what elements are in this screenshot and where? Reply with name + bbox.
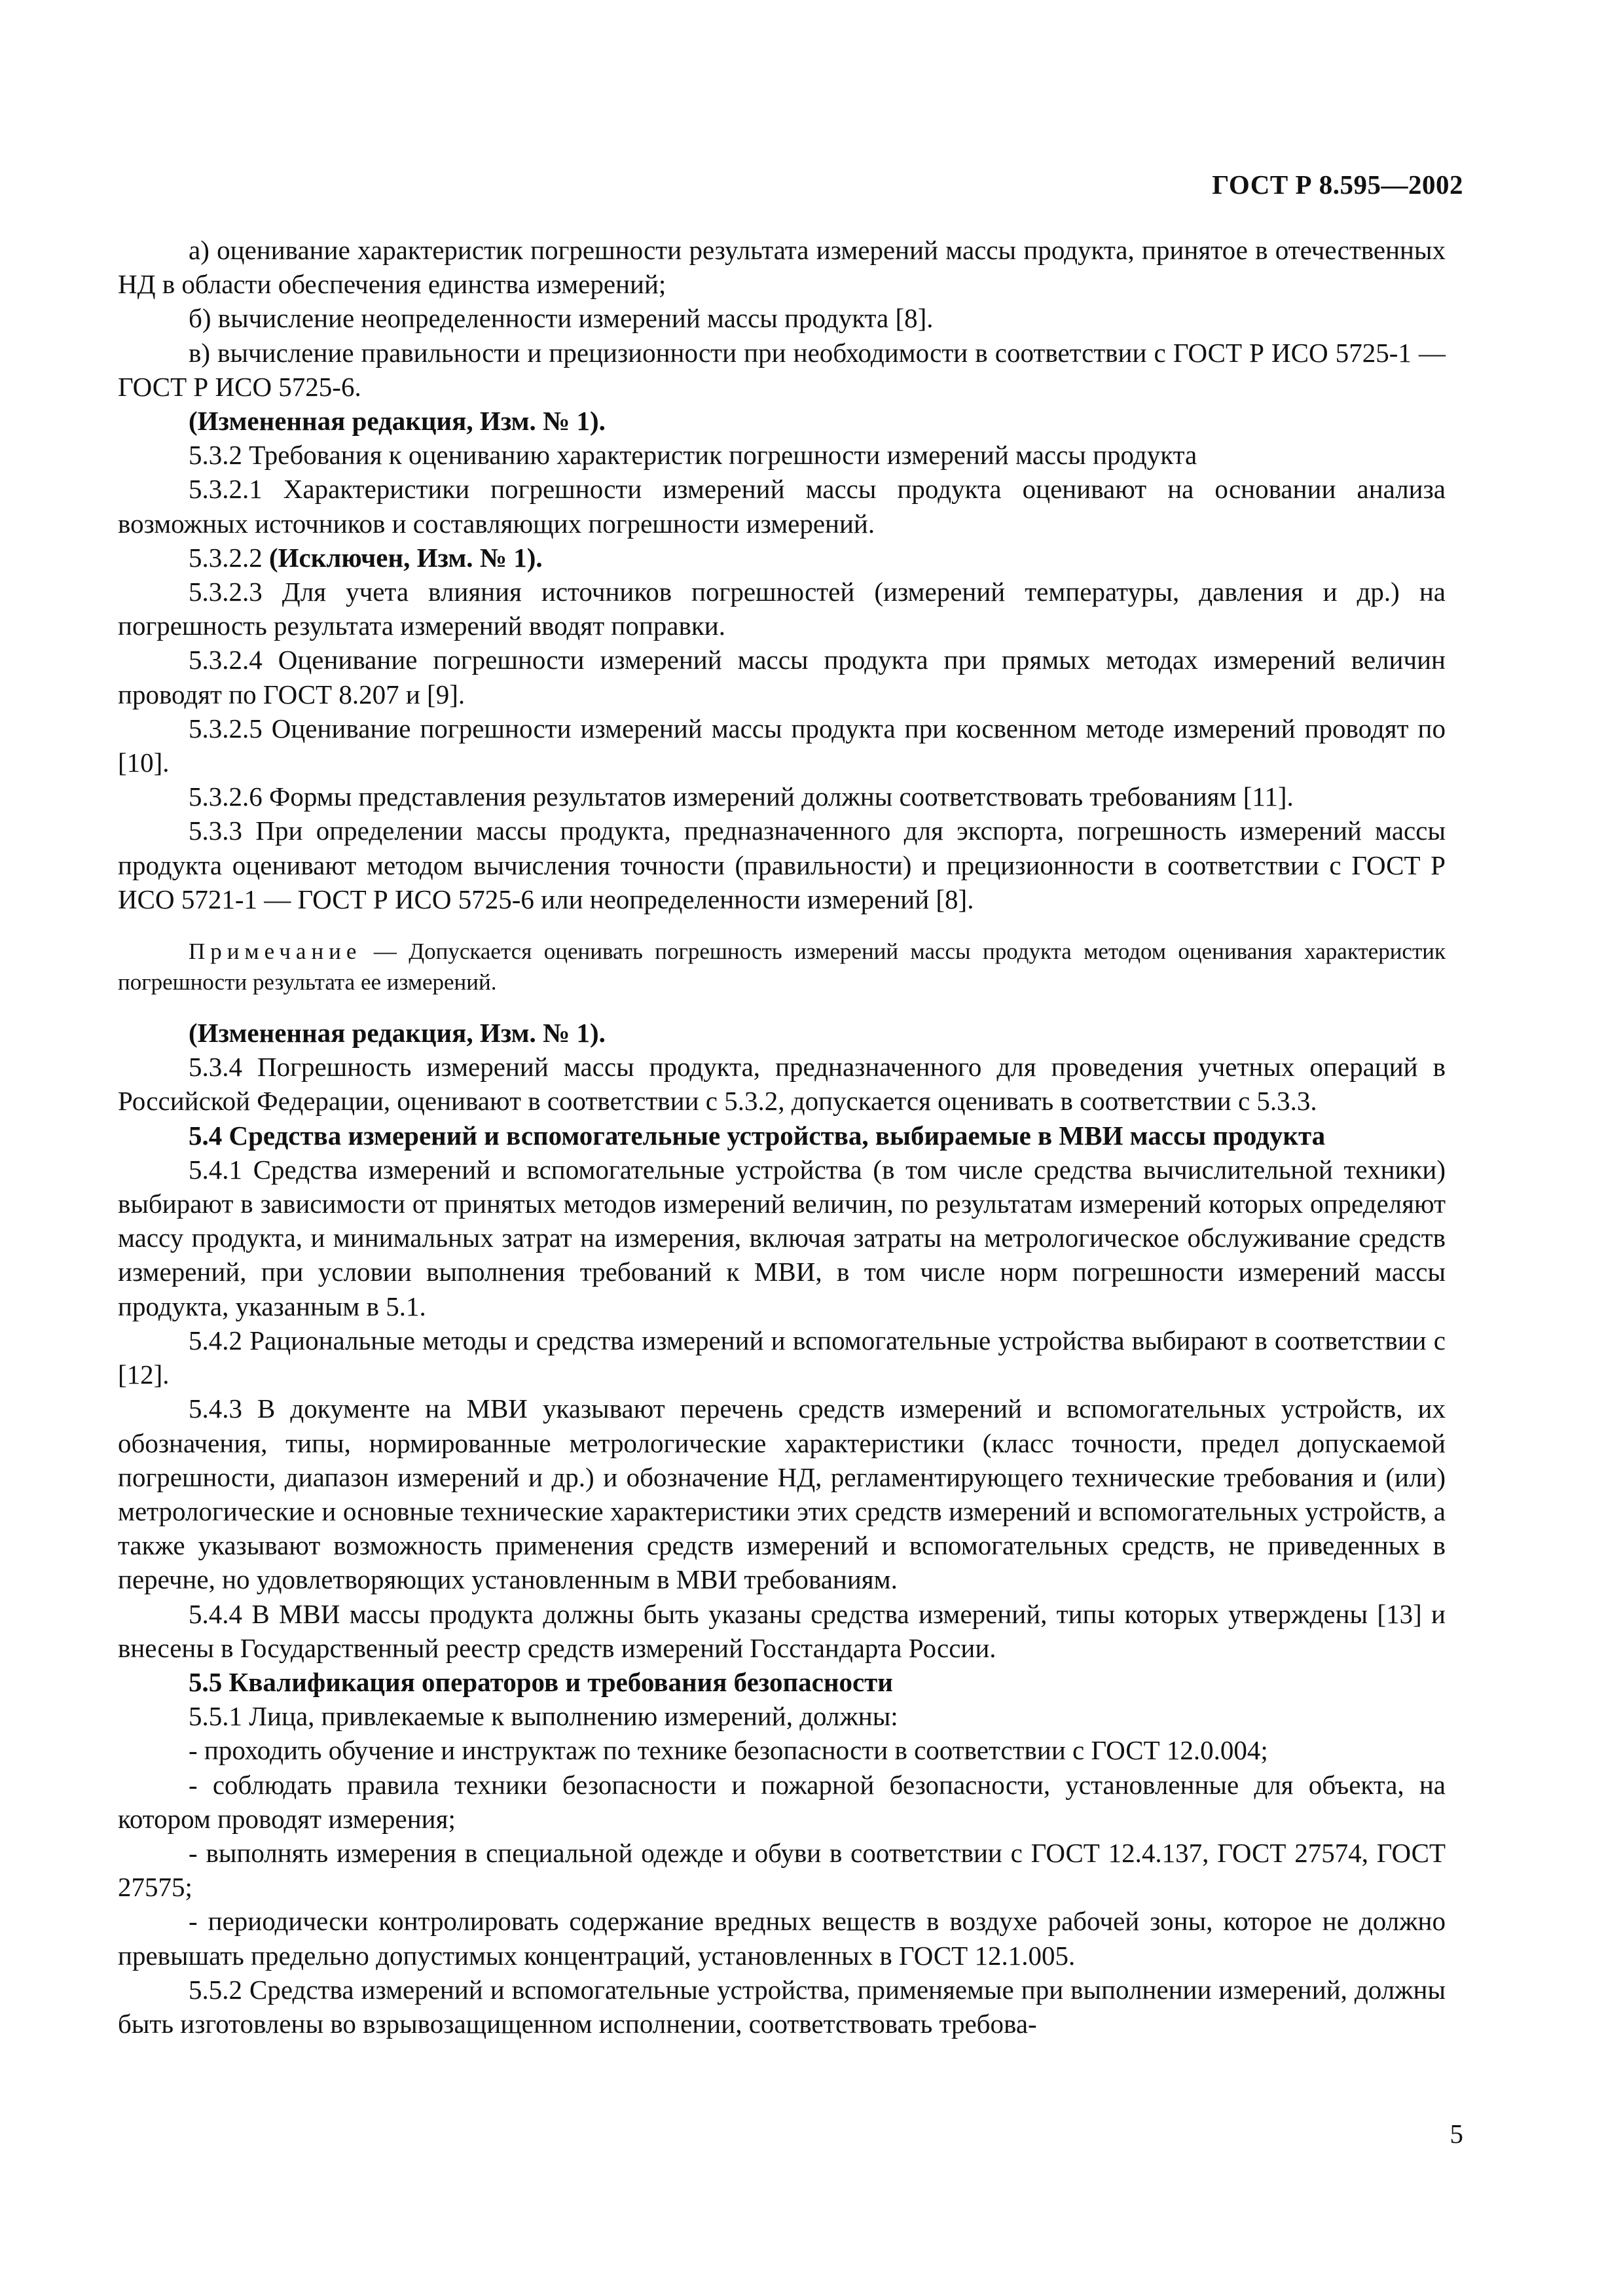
paragraph: б) вычисление неопределенности измерений массы продукта [8].	[189, 303, 934, 334]
paragraph: 5.3.2.5 Оценивание погрешности измерений массы продукта при косвенном методе измерений проводят по [10].	[118, 713, 1446, 778]
excluded-note: (Исключен, Изм. № 1).	[269, 542, 543, 573]
section-heading: 5.4 Средства измерений и вспомогательные устройства, выбираемые в МВИ массы продукта	[189, 1120, 1326, 1151]
paragraph: 5.4.4 В МВИ массы продукта должны быть указаны средства измерений, типы которых утверждены [13] и внесены в Государственный реестр средств измерений Госстандарта России.	[118, 1598, 1446, 1663]
list-item: - соблюдать правила техники безопасности и пожарной безопасности, установленные для объекта, на котором проводят измерения;	[118, 1769, 1446, 1834]
paragraph: 5.3.2.6 Формы представления результатов измерений должны соответствовать требованиям [11].	[189, 781, 1294, 812]
section-heading: 5.5 Квалификация операторов и требования безопасности	[189, 1666, 893, 1697]
paragraph: 5.3.2.3 Для учета влияния источников погрешностей (измерений температуры, давления и др.) на погрешность результата измерений вводят поправки.	[118, 577, 1446, 641]
note-label: Примечание	[189, 939, 362, 965]
paragraph: 5.3.3 При определении массы продукта, предназначенного для экспорта, погрешность измерений массы продукта оценивают методом вычисления точности (правильности) и прецизионности в соответствии с ГОСТ Р ИСО 5721-1 — ГОСТ Р ИСО 5725-6 или неопределенности измерений [8].	[118, 816, 1446, 914]
paragraph: 5.4.1 Средства измерений и вспомогательные устройства (в том числе средства вычислительной техники) выбирают в зависимости от принятых методов измерений величин, по результатам измерений которых определяют массу продукта, и минимальных затрат на измерения, включая затраты на метрологическое обслуживание средств измерений, при условии выполнения требований к МВИ, в том числе норм погрешности измерений массы продукта, указанным в 5.1.	[118, 1154, 1446, 1321]
paragraph: 5.4.2 Рациональные методы и средства измерений и вспомогательные устройства выбирают в соответствии с [12].	[118, 1325, 1446, 1390]
paragraph: а) оценивание характеристик погрешности результата измерений массы продукта, принятое в отечественных НД в области обеспечения единства измерений;	[118, 235, 1446, 300]
document-body	[118, 233, 1446, 2041]
section-heading: 5.3.2 Требования к оцениванию характеристик погрешности измерений массы продукта	[189, 440, 1197, 471]
amendment-note: (Измененная редакция, Изм. № 1).	[189, 1018, 606, 1049]
paragraph: 5.3.2.4 Оценивание погрешности измерений массы продукта при прямых методах измерений величин проводят по ГОСТ 8.207 и [9].	[118, 645, 1446, 709]
list-item: - выполнять измерения в специальной одежде и обуви в соответствии с ГОСТ 12.4.137, ГОСТ 27574, ГОСТ 27575;	[118, 1837, 1446, 1903]
note-text: — Допускается оценивать погрешность измерений массы продукта методом оценивания характеристик погрешности результата ее измерений.	[118, 939, 1446, 996]
paragraph: 5.5.2 Средства измерений и вспомогательные устройства, применяемые при выполнении измерений, должны быть изготовлены во взрывозащищенном исполнении, соответствовать требова-	[118, 1974, 1446, 2039]
paragraph: 5.3.4 Погрешность измерений массы продукта, предназначенного для проведения учетных операций в Российской Федерации, оценивают в соответствии с 5.3.2, допускается оценивать в соответствии с 5.3.3.	[118, 1052, 1446, 1117]
note	[118, 936, 1446, 997]
amendment-note: (Измененная редакция, Изм. № 1).	[189, 406, 606, 437]
paragraph: в) вычисление правильности и прецизионности при необходимости в соответствии с ГОСТ Р ИСО 5725-1 — ГОСТ Р ИСО 5725-6.	[118, 337, 1446, 402]
list-item: - проходить обучение и инструктаж по технике безопасности в соответствии с ГОСТ 12.0.004;	[189, 1735, 1268, 1766]
list-item: - периодически контролировать содержание вредных веществ в воздухе рабочей зоны, которое не должно превышать предельно допустимых концентраций, установленных в ГОСТ 12.1.005.	[118, 1906, 1446, 1971]
paragraph: 5.5.1 Лица, привлекаемые к выполнению измерений, должны:	[189, 1701, 898, 1732]
paragraph	[118, 541, 1446, 575]
paragraph: 5.3.2.1 Характеристики погрешности измерений массы продукта оценивают на основании анализа возможных источников и составляющих погрешности измерений.	[118, 474, 1446, 539]
paragraph: 5.4.3 В документе на МВИ указывают перечень средств измерений и вспомогательных устройств, их обозначения, типы, нормированные метрологические характеристики (класс точности, предел допускаемой погрешности, диапазон измерений и др.) и обозначение НД, регламентирующего технические требования и (или) метрологические и основные технические характеристики этих средств измерений и вспомогательных устройств, а также указывают возможность применения средств измерений и вспомогательных средств, не приведенных в перечне, но удовлетворяющих установленным в МВИ требованиям.	[118, 1393, 1446, 1595]
document-header: ГОСТ Р 8.595—2002	[1212, 170, 1463, 200]
page-number: 5	[1450, 2119, 1463, 2149]
clause-number: 5.3.2.2	[189, 542, 263, 573]
